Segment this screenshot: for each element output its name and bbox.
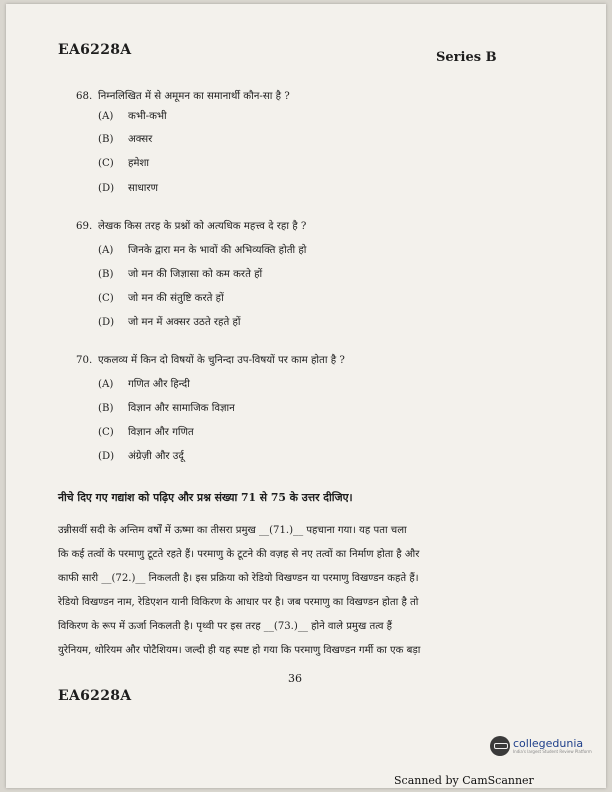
option-68-d: (D) साधारण xyxy=(98,183,158,194)
paper-code: EA6228A xyxy=(58,42,132,58)
question-text: निम्नलिखित में से अमूमन का समानार्थी कौन-सा है ? xyxy=(98,91,290,102)
mascot-icon xyxy=(490,736,510,756)
question-number: 68. xyxy=(76,91,93,102)
question-number: 69. xyxy=(76,221,93,232)
question-text: लेखक किस तरह के प्रश्नों को अत्यधिक महत्त्व दे रहा है ? xyxy=(98,221,307,232)
passage-line: रेडियो विखण्डन नाम, रेडिएशन यानी विकिरण के आधार पर है। जब परमाणु का विखण्डन होता है तो xyxy=(58,597,419,608)
passage-instruction: नीचे दिए गए गद्यांश को पढ़िए और प्रश्न संख्या 71 से 75 के उत्तर दीजिए। xyxy=(58,491,353,504)
option-70-c: (C) विज्ञान और गणित xyxy=(98,427,194,438)
question-number: 70. xyxy=(76,355,93,366)
question-text: एकलव्य में किन दो विषयों के चुनिन्दा उप-विषयों पर काम होता है ? xyxy=(98,355,345,366)
option-68-c: (C) हमेशा xyxy=(98,158,150,169)
logo-text: collegedunia xyxy=(513,737,584,750)
logo-tagline: India's largest Student Review Platform xyxy=(513,749,592,754)
option-69-d: (D) जो मन में अक्सर उठते रहते हों xyxy=(98,317,241,328)
option-68-a: (A) कभी-कभी xyxy=(98,111,167,122)
option-70-d: (D) अंग्रेज़ी और उर्दू xyxy=(98,451,184,462)
passage-line: विकिरण के रूप में ऊर्जा निकलती है। पृथ्वी पर इस तरह __(73.)__ होने वाले प्रमुख तत्व हैं xyxy=(58,621,393,632)
series-label: Series B xyxy=(436,50,497,65)
collegedunia-logo xyxy=(490,736,592,756)
option-69-b: (B) जो मन की जिज्ञासा को कम करते हों xyxy=(98,269,263,280)
option-69-a: (A) जिनके द्वारा मन के भावों की अभिव्यक्ति होती हो xyxy=(98,245,307,256)
question-69 xyxy=(76,218,306,232)
option-70-a: (A) गणित और हिन्दी xyxy=(98,379,190,390)
question-68 xyxy=(76,88,290,102)
page-number: 36 xyxy=(288,672,302,685)
passage-line: युरेनियम, थोरियम और पोटैशियम। जल्दी ही यह स्पष्ट हो गया कि परमाणु विखण्डन गर्मी का एक बड़ा xyxy=(58,645,421,656)
option-68-b: (B) अक्सर xyxy=(98,134,153,145)
option-69-c: (C) जो मन की संतुष्टि करते हों xyxy=(98,293,224,304)
camscanner-watermark: Scanned by CamScanner xyxy=(394,774,534,787)
paper-code-footer: EA6228A xyxy=(58,688,132,704)
passage-line: काफी सारी __(72.)__ निकलती है। इस प्रक्रिया को रेडियो विखण्डन या परमाणु विखण्डन कहते हैं। xyxy=(58,573,419,584)
option-70-b: (B) विज्ञान और सामाजिक विज्ञान xyxy=(98,403,235,414)
passage-line: कि कई तत्वों के परमाणु टूटते रहते हैं। परमाणु के टूटने की वज़ह से नए तत्वों का निर्माण होता है और xyxy=(58,549,420,560)
passage-line: उन्नीसवीं सदी के अन्तिम वर्षों में ऊष्मा का तीसरा प्रमुख __(71.)__ पहचाना गया। यह पता चला xyxy=(58,525,407,536)
exam-page xyxy=(6,4,606,788)
question-70 xyxy=(76,352,345,366)
